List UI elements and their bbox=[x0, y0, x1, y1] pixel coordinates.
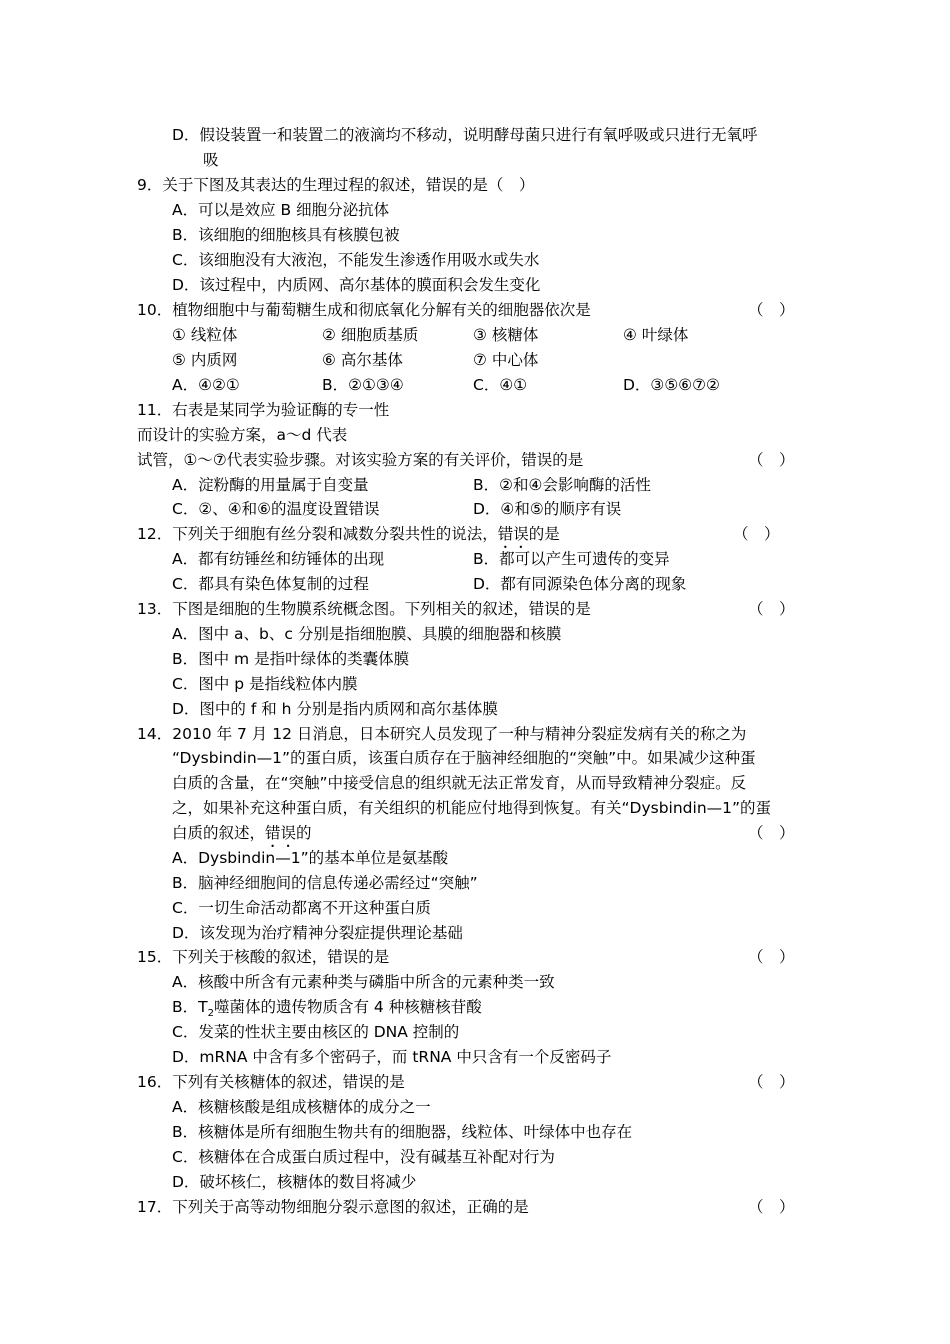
q14-option-a: A．Dysbindin—1”的基本单位是氨基酸 bbox=[172, 849, 449, 867]
q12-stem-pre: 12．下列关于细胞有丝分裂和减数分裂共性的说法， bbox=[137, 525, 498, 543]
q11-stem-line3: 试管，①～⑦代表实验步骤。对该实验方案的有关评价，错误的是 bbox=[137, 451, 584, 469]
q14-stem-emphasis: 错误 bbox=[265, 824, 297, 842]
q10-item-7: ⑦ 中心体 bbox=[473, 351, 539, 369]
q16-option-c: C．核糖体在合成蛋白质过程中，没有碱基互补配对行为 bbox=[172, 1148, 555, 1166]
q9-option-b: B．该细胞的细胞核具有核膜包被 bbox=[172, 226, 400, 244]
q8-option-d-line1: D．假设装置一和装置二的液滴均不移动，说明酵母菌只进行有氧呼吸或只进行无氧呼 bbox=[172, 126, 758, 144]
q13-option-d: D．图中的 f 和 h 分别是指内质网和高尔基体膜 bbox=[172, 700, 498, 718]
q14-option-d: D．该发现为治疗精神分裂症提供理论基础 bbox=[172, 924, 463, 942]
q15-stem: 15．下列关于核酸的叙述，错误的是 bbox=[137, 948, 390, 966]
q15-option-b-pre: B．T bbox=[172, 998, 208, 1016]
q10-item-3: ③ 核糖体 bbox=[473, 326, 539, 344]
q9-stem: 9．关于下图及其表达的生理过程的叙述，错误的是（ ） bbox=[137, 176, 535, 194]
q10-item-1: ① 线粒体 bbox=[172, 326, 238, 344]
q15-option-c: C．发菜的性状主要由核区的 DNA 控制的 bbox=[172, 1023, 460, 1041]
q16-option-d: D．破坏核仁，核糖体的数目将减少 bbox=[172, 1173, 417, 1191]
q13-answer-bracket: （ ） bbox=[748, 600, 795, 618]
q14-answer-bracket: （ ） bbox=[748, 824, 795, 842]
q17-answer-bracket: （ ） bbox=[748, 1198, 795, 1216]
q11-option-d: D．④和⑤的顺序有误 bbox=[473, 500, 622, 518]
q14-stem-line3: 白质的含量，在“突触”中接受信息的组织就无法正常发育，从而导致精神分裂症。反 bbox=[172, 774, 747, 792]
q15-option-b-subscript: 2 bbox=[207, 1008, 214, 1020]
q9-option-a: A．可以是效应 B 细胞分泌抗体 bbox=[172, 201, 390, 219]
q10-option-d: D．③⑤⑥⑦② bbox=[623, 376, 720, 394]
q11-stem-line2: 而设计的实验方案，a～d 代表 bbox=[137, 426, 348, 444]
q12-option-a: A．都有纺锤丝和纺锤体的出现 bbox=[172, 550, 385, 568]
q8-option-d-line2: 吸 bbox=[203, 151, 219, 169]
q13-option-b: B．图中 m 是指叶绿体的类囊体膜 bbox=[172, 650, 410, 668]
q14-stem-line2: “Dysbindin—1”的蛋白质，该蛋白质存在于脑神经细胞的“突触”中。如果减少这种蛋 bbox=[172, 749, 756, 767]
q15-option-d: D．mRNA 中含有多个密码子，而 tRNA 中只含有一个反密码子 bbox=[172, 1048, 612, 1066]
q14-stem-line5-pre: 白质的叙述， bbox=[172, 824, 266, 842]
q10-item-6: ⑥ 高尔基体 bbox=[322, 351, 403, 369]
q15-option-a: A．核酸中所含有元素种类与磷脂中所含的元素种类一致 bbox=[172, 973, 555, 991]
q10-item-4: ④ 叶绿体 bbox=[623, 326, 689, 344]
q12-answer-bracket: （ ） bbox=[733, 525, 780, 543]
q17-stem: 17．下列关于高等动物细胞分裂示意图的叙述，正确的是 bbox=[137, 1198, 529, 1216]
q14-stem-line4: 之，如果补充这种蛋白质，有关组织的机能应付地得到恢复。有关“Dysbindin—1”的蛋 bbox=[172, 799, 772, 817]
q13-option-a: A．图中 a、b、c 分别是指细胞膜、具膜的细胞器和核膜 bbox=[172, 625, 562, 643]
q10-option-a: A．④②① bbox=[172, 376, 240, 394]
q14-stem-line1: 14．2010 年 7 月 12 日消息，日本研究人员发现了一种与精神分裂症发病有关的称之为 bbox=[137, 725, 747, 743]
q10-option-b: B．②①③④ bbox=[322, 376, 404, 394]
q15-option-b-post: 噬菌体的遗传物质含有 4 种核糖核苷酸 bbox=[213, 998, 482, 1016]
q12-stem-emphasis: 错误 bbox=[497, 525, 529, 543]
q13-stem: 13．下图是细胞的生物膜系统概念图。下列相关的叙述，错误的是 bbox=[137, 600, 591, 618]
q16-option-a: A．核糖核酸是组成核糖体的成分之一 bbox=[172, 1098, 431, 1116]
q11-option-a: A．淀粉酶的用量属于自变量 bbox=[172, 476, 369, 494]
q10-stem: 10．植物细胞中与葡萄糖生成和彻底氧化分解有关的细胞器依次是 bbox=[137, 301, 591, 319]
q11-option-c: C．②、④和⑥的温度设置错误 bbox=[172, 500, 380, 518]
q10-item-2: ② 细胞质基质 bbox=[322, 326, 419, 344]
q16-option-b: B．核糖体是所有细胞生物共有的细胞器，线粒体、叶绿体中也存在 bbox=[172, 1123, 633, 1141]
q10-answer-bracket: （ ） bbox=[748, 301, 795, 319]
q11-option-b: B．②和④会影响酶的活性 bbox=[473, 476, 651, 494]
q13-option-c: C．图中 p 是指线粒体内膜 bbox=[172, 675, 358, 693]
q12-option-c: C．都具有染色体复制的过程 bbox=[172, 575, 369, 593]
q10-option-c: C．④① bbox=[473, 376, 528, 394]
q16-answer-bracket: （ ） bbox=[748, 1073, 795, 1091]
q16-stem: 16．下列有关核糖体的叙述，错误的是 bbox=[137, 1073, 405, 1091]
q15-answer-bracket: （ ） bbox=[748, 948, 795, 966]
q12-stem-post: 的是 bbox=[528, 525, 560, 543]
q11-stem-line1: 11．右表是某同学为验证酶的专一性 bbox=[137, 401, 390, 419]
q9-option-c: C．该细胞没有大液泡，不能发生渗透作用吸水或失水 bbox=[172, 251, 540, 269]
q10-item-5: ⑤ 内质网 bbox=[172, 351, 238, 369]
q11-answer-bracket: （ ） bbox=[748, 451, 795, 469]
q14-option-c: C．一切生命活动都离不开这种蛋白质 bbox=[172, 899, 431, 917]
q14-option-b: B．脑神经细胞间的信息传递必需经过“突触” bbox=[172, 874, 478, 892]
q14-stem-line5-post: 的 bbox=[296, 824, 312, 842]
q12-option-d: D．都有同源染色体分离的现象 bbox=[473, 575, 687, 593]
q12-option-b: B．都可以产生可遗传的变异 bbox=[473, 550, 670, 568]
q9-option-d: D．该过程中，内质网、高尔基体的膜面积会发生变化 bbox=[172, 276, 541, 294]
